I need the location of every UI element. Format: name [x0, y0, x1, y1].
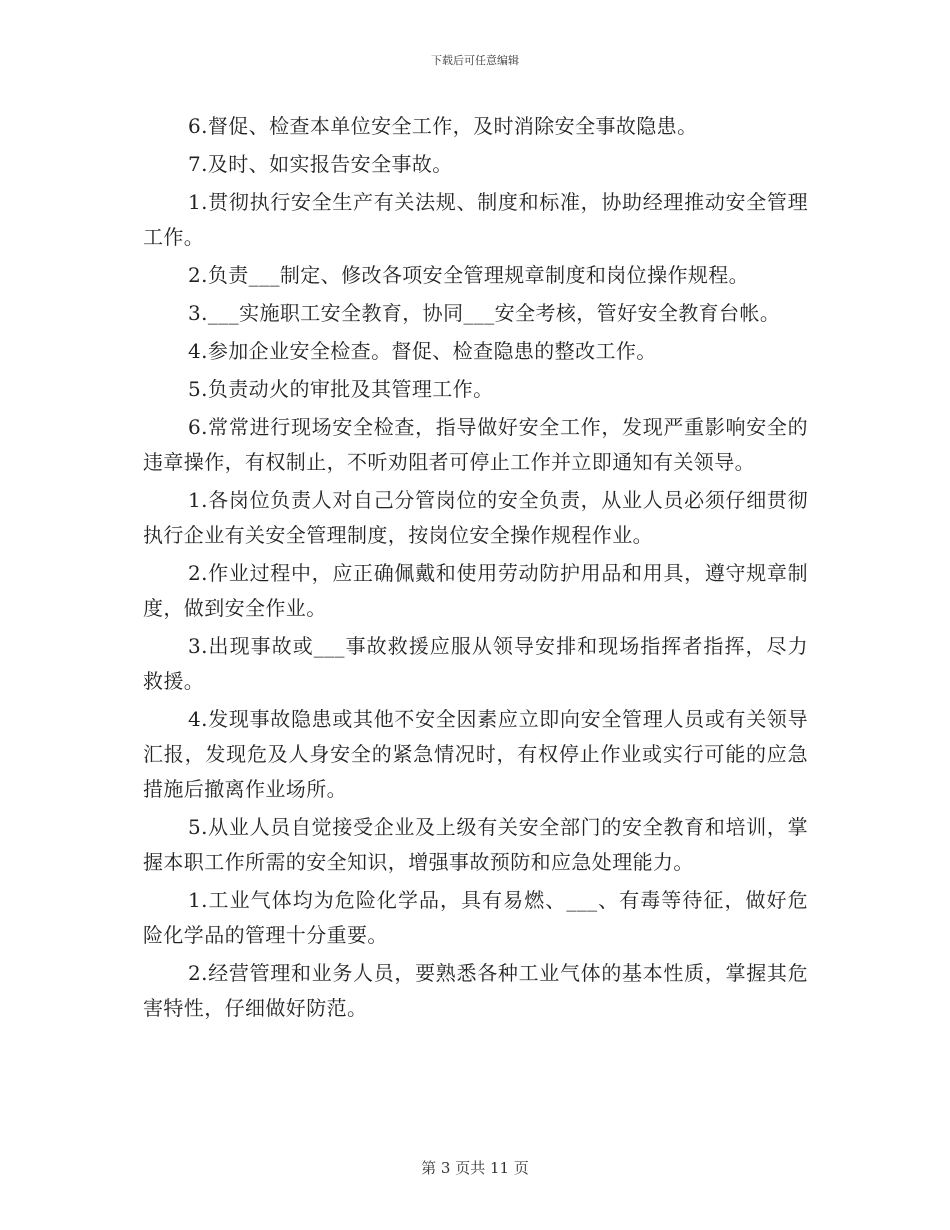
paragraph: 2.负责___制定、修改各项安全管理规章制度和岗位操作规程。 — [188, 263, 750, 287]
paragraph: 1.工业气体均为危险化学品，具有易燃、___、有毒等待征，做好危险化学品的管理十分重要。 — [143, 888, 808, 947]
paragraph: 2.作业过程中，应正确佩戴和使用劳动防护用品和用具，遵守规章制度，做到安全作业。 — [143, 561, 808, 620]
paragraph: 4.参加企业安全检查。督促、检查隐患的整改工作。 — [188, 339, 657, 363]
paragraph: 3.出现事故或___事故救援应服从领导安排和现场指挥者指挥，尽力救援。 — [143, 634, 808, 693]
paragraph: 6.督促、检查本单位安全工作，及时消除安全事故隐患。 — [188, 114, 698, 138]
paragraph: 5.从业人员自觉接受企业及上级有关安全部门的安全教育和培训，掌握本职工作所需的安全知识，增强事故预防和应急处理能力。 — [143, 815, 808, 874]
paragraph: 1.各岗位负责人对自己分管岗位的安全负责，从业人员必须仔细贯彻执行企业有关安全管理制度，按岗位安全操作规程作业。 — [143, 488, 808, 547]
page-number: 第 3 页共 11 页 — [421, 1159, 529, 1177]
paragraph: 3.___实施职工安全教育，协同___安全考核，管好安全教育台帐。 — [188, 301, 781, 325]
paragraph: 1.贯彻执行安全生产有关法规、制度和标准，协助经理推动安全管理工作。 — [143, 190, 808, 249]
paragraph: 6.常常进行现场安全检查，指导做好安全工作，发现严重影响安全的违章操作，有权制止，不听劝阻者可停止工作并立即通知有关领导。 — [143, 415, 808, 474]
paragraph: 7.及时、如实报告安全事故。 — [188, 152, 453, 176]
paragraph: 4.发现事故隐患或其他不安全因素应立即向安全管理人员或有关领导汇报，发现危及人身安全的紧急情况时，有权停止作业或实行可能的应急措施后撤离作业场所。 — [143, 707, 808, 801]
document-body — [143, 109, 808, 1029]
page-header: 下载后可任意编辑 — [431, 54, 519, 67]
paragraph: 5.负责动火的审批及其管理工作。 — [188, 377, 494, 401]
paragraph: 2.经营管理和业务人员，要熟悉各种工业气体的基本性质，掌握其危害特性，仔细做好防范。 — [143, 961, 808, 1020]
